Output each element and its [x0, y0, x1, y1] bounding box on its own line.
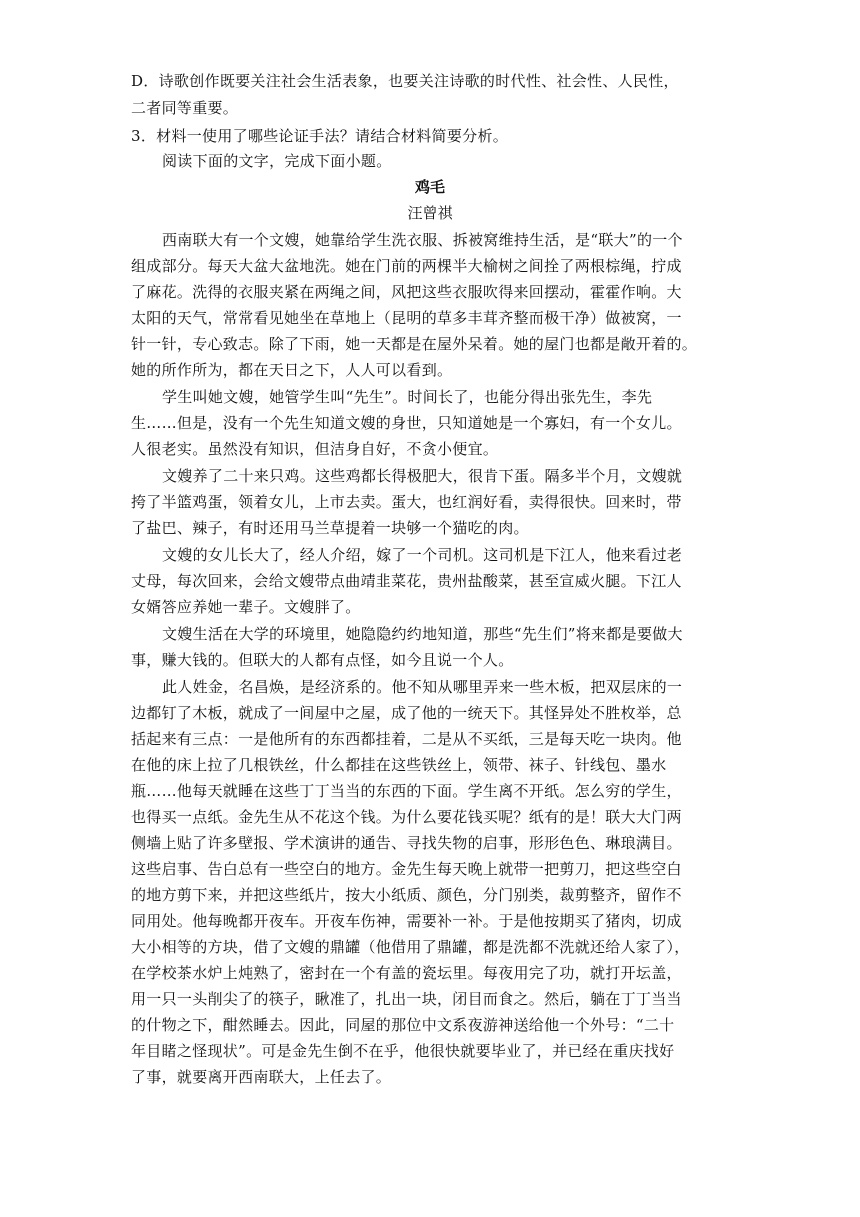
- article-line: 大小相等的方块，借了文嫂的鼎罐（他借用了鼎罐，都是洗都不洗就还给人家了），: [131, 938, 690, 956]
- article-line: 文嫂养了二十来只鸡。这些鸡都长得极肥大，很肯下蛋。隔多半个月，文嫂就: [162, 467, 683, 485]
- article-author: 汪曾祺: [407, 204, 453, 222]
- article-line: 事，赚大钱的。但联大的人都有点怪，如今且说一个人。: [131, 651, 514, 669]
- article-line: 在学校茶水炉上炖熟了，密封在一个有盖的瓷坛里。每夜用完了功，就打开坛盖，: [131, 964, 682, 982]
- option-d-line-1: D．诗歌创作既要关注社会生活表象，也要关注诗歌的时代性、社会性、人民性，: [131, 72, 679, 90]
- article-line: 同用处。他每晚都开夜车。开夜车伤神，需要补一补。于是他按期买了猪肉，切成: [131, 912, 682, 930]
- article-line: 人很老实。虽然没有知识，但洁身自好，不贪小便宜。: [131, 440, 499, 458]
- article-line: 西南联大有一个文嫂，她靠给学生洗衣服、拆被窝维持生活，是“联大”的一个: [162, 231, 683, 249]
- article-line: 太阳的天气，常常看见她坐在草地上（昆明的草多丰茸齐整而极干净）做被窝，一: [131, 309, 682, 327]
- article-line: 括起来有三点：一是他所有的东西都挂着，二是从不买纸，三是每天吃一块肉。他: [131, 730, 682, 748]
- article-title: 鸡毛: [414, 178, 445, 196]
- question-3: 3．材料一使用了哪些论证手法？请结合材料简要分析。: [131, 127, 509, 145]
- reading-instruction: 阅读下面的文字，完成下面小题。: [162, 152, 392, 170]
- article-line: 她的所作所为，都在天日之下，人人可以看到。: [131, 361, 453, 379]
- article-line: 了盐巴、辣子，有时还用马兰草提着一块够一个猫吃的肉。: [131, 519, 529, 537]
- article-line: 组成部分。每天大盆大盆地洗。她在门前的两棵半大榆树之间拴了两根棕绳，拧成: [131, 257, 682, 275]
- article-line: 了事，就要离开西南联大，上任去了。: [131, 1068, 392, 1086]
- article-line: 用一只一头削尖了的筷子，瞅准了，扎出一块，闭目而食之。然后，躺在丁丁当当: [131, 990, 682, 1008]
- article-line: 丈母，每次回来，会给文嫂带点曲靖韭菜花，贵州盐酸菜，甚至宣威火腿。下江人: [131, 572, 682, 590]
- article-line: 女婿答应养她一辈子。文嫂胖了。: [131, 598, 361, 616]
- article-line: 的地方剪下来，并把这些纸片，按大小纸质、颜色，分门别类，裁剪整齐，留作不: [131, 886, 682, 904]
- option-d-line-2: 二者同等重要。: [131, 99, 239, 117]
- article-line: 挎了半篮鸡蛋，领着女儿，上市去卖。蛋大，也红润好看，卖得很快。回来时，带: [131, 493, 682, 511]
- article-line: 生……但是，没有一个先生知道文嫂的身世，只知道她是一个寡妇，有一个女儿。: [131, 414, 682, 432]
- article-line: 了麻花。洗得的衣服夹紧在两绳之间，风把这些衣服吹得来回摆动，霍霍作响。大: [131, 283, 682, 301]
- article-line: 瓶……他每天就睡在这些丁丁当当的东西的下面。学生离不开纸。怎么穷的学生，: [131, 782, 682, 800]
- article-line: 文嫂生活在大学的环境里，她隐隐约约地知道，那些“先生们”将来都是要做大: [162, 625, 683, 643]
- article-line: 这些启事、告白总有一些空白的地方。金先生每天晚上就带一把剪刀，把这些空白: [131, 860, 682, 878]
- article-line: 在他的床上拉了几根铁丝，什么都挂在这些铁丝上，领带、袜子、针线包、墨水: [131, 756, 667, 774]
- article-line: 边都钉了木板，就成了一间屋中之屋，成了他的一统天下。其怪异处不胜枚举，总: [131, 704, 682, 722]
- article-line: 也得买一点纸。金先生从不花这个钱。为什么要花钱买呢？纸有的是！联大大门两: [131, 808, 682, 826]
- article-line: 侧墙上贴了许多壁报、学术演讲的通告、寻找失物的启事，形形色色、琳琅满目。: [131, 834, 682, 852]
- article-line: 文嫂的女儿长大了，经人介绍，嫁了一个司机。这司机是下江人，他来看过老: [162, 546, 683, 564]
- article-line: 学生叫她文嫂，她管学生叫“先生”。时间长了，也能分得出张先生，李先: [162, 388, 653, 406]
- article-line: 的什物之下，酣然睡去。因此，同屋的那位中文系夜游神送给他一个外号：“二十: [131, 1016, 675, 1034]
- article-line: 此人姓金，名昌焕，是经济系的。他不知从哪里弄来一些木板，把双层床的一: [162, 678, 683, 696]
- article-line: 年目睹之怪现状”。可是金先生倒不在乎，他很快就要毕业了，并已经在重庆找好: [131, 1042, 675, 1060]
- article-line: 针一针，专心致志。除了下雨，她一天都是在屋外呆着。她的屋门也都是敞开着的。: [131, 335, 698, 353]
